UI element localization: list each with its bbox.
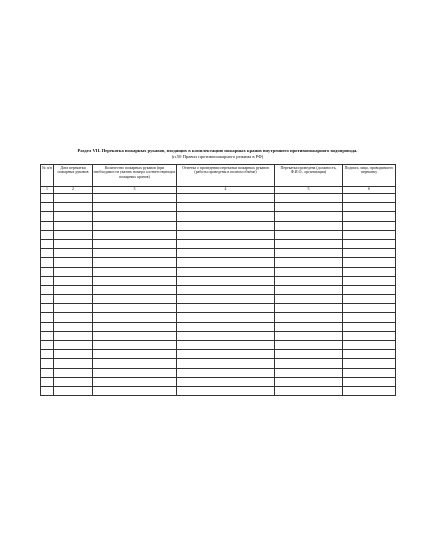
table-cell [41, 331, 54, 340]
column-number: 6 [343, 187, 396, 194]
table-cell [177, 295, 275, 304]
table-row [41, 350, 396, 359]
table-cell [343, 377, 396, 386]
column-number-row [41, 187, 396, 194]
table-cell [177, 203, 275, 212]
table-cell [93, 239, 177, 248]
table-cell [275, 212, 343, 221]
table-row [41, 295, 396, 304]
table-cell [93, 350, 177, 359]
table-cell [41, 258, 54, 267]
table-cell [93, 249, 177, 258]
table-cell [54, 304, 93, 313]
table-cell [177, 368, 275, 377]
table-cell [275, 341, 343, 350]
table-cell [41, 295, 54, 304]
table-cell [177, 386, 275, 395]
table-row [41, 377, 396, 386]
table-cell [177, 313, 275, 322]
table-cell [343, 350, 396, 359]
table-cell [177, 230, 275, 239]
table-cell [275, 350, 343, 359]
table-cell [93, 359, 177, 368]
table-cell [41, 221, 54, 230]
table-cell [93, 331, 177, 340]
table-cell [93, 322, 177, 331]
table-row [41, 285, 396, 294]
table-cell [177, 239, 275, 248]
table-cell [177, 267, 275, 276]
table-row [41, 368, 396, 377]
table-cell [275, 285, 343, 294]
table-cell [177, 258, 275, 267]
table-cell [275, 313, 343, 322]
table-cell [41, 203, 54, 212]
table-cell [177, 212, 275, 221]
column-number: 2 [54, 187, 93, 194]
table-cell [343, 212, 396, 221]
table-row [41, 276, 396, 285]
table-cell [275, 267, 343, 276]
column-number: 4 [177, 187, 275, 194]
table-cell [93, 377, 177, 386]
table-row [41, 322, 396, 331]
table-cell [177, 285, 275, 294]
table-row [41, 203, 396, 212]
table-cell [54, 377, 93, 386]
table-cell [93, 295, 177, 304]
table-row [41, 221, 396, 230]
journal-page [40, 148, 395, 396]
table-cell [177, 341, 275, 350]
table-cell [275, 221, 343, 230]
table-cell [41, 304, 54, 313]
table-cell [54, 285, 93, 294]
table-cell [54, 221, 93, 230]
table-cell [343, 194, 396, 203]
table-cell [343, 368, 396, 377]
table-cell [343, 239, 396, 248]
table-cell [275, 386, 343, 395]
table-row [41, 230, 396, 239]
table-cell [54, 350, 93, 359]
table-cell [54, 359, 93, 368]
table-cell [93, 267, 177, 276]
table-cell [177, 304, 275, 313]
table-cell [41, 267, 54, 276]
table-row [41, 359, 396, 368]
table-row [41, 313, 396, 322]
table-cell [41, 194, 54, 203]
table-cell [343, 230, 396, 239]
table-cell [177, 359, 275, 368]
column-header-date: Дата перекатки пожарных рукавов [54, 165, 93, 187]
table-cell [275, 230, 343, 239]
column-header-number: № п/п [41, 165, 54, 187]
table-cell [343, 221, 396, 230]
table-cell [93, 386, 177, 395]
table-cell [343, 249, 396, 258]
table-cell [41, 341, 54, 350]
table-cell [343, 386, 396, 395]
column-header-performed-by: Перекатка проведена (должность, Ф.И.О., организация) [275, 165, 343, 187]
table-row [41, 267, 396, 276]
table-cell [343, 285, 396, 294]
table-row [41, 194, 396, 203]
table-row [41, 341, 396, 350]
table-row [41, 212, 396, 221]
table-cell [54, 313, 93, 322]
table-cell [41, 350, 54, 359]
section-title: Раздел VII. Перекатка пожарных рукавов, входящих в комплектацию пожарных кранов внутреннего противопожарного водопровода. [77, 148, 358, 153]
table-row [41, 331, 396, 340]
table-cell [41, 359, 54, 368]
table-cell [275, 304, 343, 313]
table-cell [275, 368, 343, 377]
column-header-quantity: Количество пожарных рукавов (при необходимости указать номера соответствующих пожарных кранов) [93, 165, 177, 187]
table-cell [343, 276, 396, 285]
table-cell [93, 285, 177, 294]
table-cell [177, 322, 275, 331]
table-cell [343, 258, 396, 267]
table-cell [343, 331, 396, 340]
table-cell [343, 203, 396, 212]
hose-rerolling-table [40, 164, 396, 396]
table-cell [93, 230, 177, 239]
table-cell [93, 276, 177, 285]
header-row [41, 165, 396, 187]
table-cell [41, 313, 54, 322]
table-cell [177, 276, 275, 285]
table-cell [93, 203, 177, 212]
table-cell [177, 221, 275, 230]
table-cell [275, 295, 343, 304]
table-cell [54, 331, 93, 340]
column-number: 1 [41, 187, 54, 194]
table-cell [93, 313, 177, 322]
table-cell [41, 386, 54, 395]
table-row [41, 249, 396, 258]
table-cell [54, 194, 93, 203]
table-cell [275, 203, 343, 212]
table-cell [41, 368, 54, 377]
table-cell [343, 341, 396, 350]
table-cell [93, 304, 177, 313]
table-cell [54, 295, 93, 304]
table-cell [275, 331, 343, 340]
table-cell [54, 258, 93, 267]
table-body [41, 194, 396, 396]
section-subtitle: (п.50 Правил противопожарного режима в РФ) [171, 154, 264, 159]
table-row [41, 304, 396, 313]
table-cell [343, 295, 396, 304]
table-cell [275, 249, 343, 258]
table-cell [41, 249, 54, 258]
table-cell [343, 313, 396, 322]
table-cell [41, 239, 54, 248]
table-cell [54, 368, 93, 377]
table-row [41, 239, 396, 248]
table-cell [93, 194, 177, 203]
table-cell [54, 276, 93, 285]
table-cell [177, 331, 275, 340]
table-cell [54, 267, 93, 276]
table-cell [41, 377, 54, 386]
table-cell [54, 386, 93, 395]
table-cell [54, 239, 93, 248]
table-cell [343, 322, 396, 331]
table-cell [54, 341, 93, 350]
table-cell [275, 239, 343, 248]
table-cell [41, 230, 54, 239]
column-number: 3 [93, 187, 177, 194]
table-cell [41, 276, 54, 285]
table-cell [41, 212, 54, 221]
table-cell [93, 341, 177, 350]
table-cell [177, 350, 275, 359]
table-cell [177, 377, 275, 386]
table-cell [275, 276, 343, 285]
table-cell [343, 304, 396, 313]
column-header-mark: Отметка о проведении перекатки пожарных рукавов (работы проведены в полном объёме) [177, 165, 275, 187]
column-header-signature: Подпись лица, проводившего перекатку [343, 165, 396, 187]
column-number: 5 [275, 187, 343, 194]
table-cell [93, 221, 177, 230]
table-cell [54, 212, 93, 221]
table-cell [54, 203, 93, 212]
table-cell [343, 267, 396, 276]
table-cell [275, 322, 343, 331]
table-cell [275, 359, 343, 368]
table-row [41, 258, 396, 267]
table-cell [54, 249, 93, 258]
table-cell [54, 322, 93, 331]
table-cell [275, 258, 343, 267]
table-cell [177, 249, 275, 258]
table-cell [275, 194, 343, 203]
table-cell [54, 230, 93, 239]
table-cell [93, 212, 177, 221]
table-cell [93, 258, 177, 267]
table-cell [343, 359, 396, 368]
table-row [41, 386, 396, 395]
table-cell [177, 194, 275, 203]
table-cell [41, 322, 54, 331]
table-cell [93, 368, 177, 377]
table-cell [275, 377, 343, 386]
table-cell [41, 285, 54, 294]
